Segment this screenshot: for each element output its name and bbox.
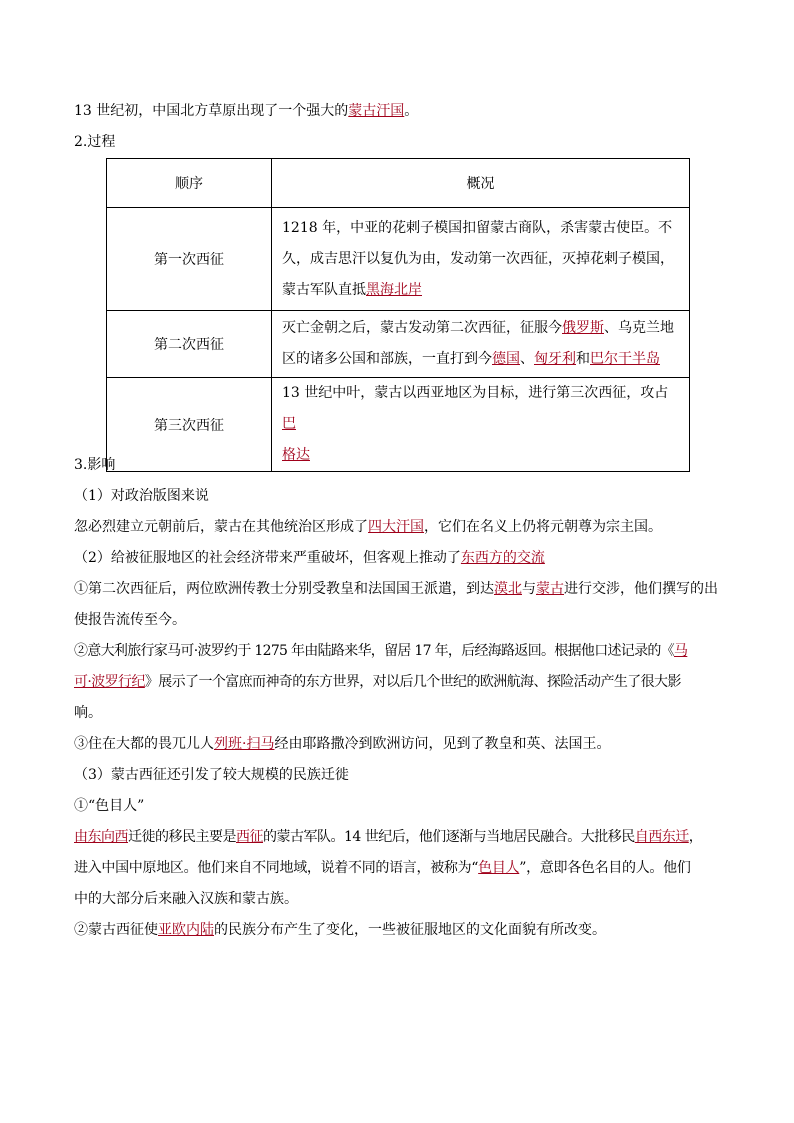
paragraph	[74, 517, 724, 537]
subheading-economic	[74, 548, 724, 568]
text: ，	[688, 829, 703, 845]
paragraph	[74, 579, 724, 599]
paragraph-continued	[74, 672, 724, 692]
table-row	[107, 208, 690, 311]
answer-rabban-sauma: 列班·扫马	[214, 736, 275, 752]
answer-balkans: 巴尔干半岛	[590, 351, 660, 367]
paragraph	[74, 734, 724, 754]
answer-black-sea: 黑海北岸	[366, 281, 422, 298]
answer-russia: 俄罗斯	[562, 320, 604, 336]
text: 迁徙的移民主要是	[128, 829, 236, 845]
text: 的蒙古军队。14 世纪后，他们逐渐与当地居民融合。大批移民	[263, 829, 635, 845]
intro-end: 。	[404, 103, 419, 119]
answer-marco-polo-travels: 马	[674, 643, 688, 659]
text: ”，意即各色名目的人。他们	[519, 860, 691, 876]
text: ②蒙古西征使	[74, 922, 158, 938]
text: ②意大利旅行家马可·波罗约于 1275 年由陆路来华，留居 17 年，后经海路返回。根据他口述记录的《	[74, 643, 674, 659]
paragraph	[74, 641, 724, 661]
text: 经由耶路撒冷到欧洲访问，见到了教皇和英、法国王。	[274, 736, 611, 752]
overview-text: 、乌克兰地	[604, 320, 674, 336]
answer-east-west-exchange: 东西方的交流	[460, 550, 545, 566]
overview-text: 区的诸多公国和部族，一直打到今	[282, 351, 492, 367]
overview-text: 蒙古军队直抵	[282, 281, 366, 298]
table-header-row	[107, 159, 690, 208]
answer-germany: 德国	[492, 351, 520, 367]
order-cell: 第三次西征	[107, 378, 272, 472]
overview-line	[282, 378, 681, 440]
answer-baghdad: 巴	[282, 416, 296, 432]
text: 与	[522, 581, 536, 597]
answer-west-to-east: 自西东迁	[634, 829, 689, 845]
answer-mobei: 漠北	[494, 581, 522, 597]
text: 》展示了一个富庶而神奇的东方世界，对以后几个世纪的欧洲航海、探险活动产生了很大影	[144, 674, 681, 690]
answer-east-to-west: 由东向西	[74, 829, 128, 845]
overview-line: 久，成吉思汗以复仇为由，发动第一次西征，灭掉花剌子模国，	[282, 250, 674, 267]
separator: 和	[576, 351, 590, 367]
text: （2）给被征服地区的社会经济带来严重破坏，但客观上推动了	[74, 550, 461, 566]
item-title-semu: ①“色目人”	[74, 798, 145, 814]
overview-cell	[272, 208, 690, 311]
column-header-order: 顺序	[107, 159, 272, 208]
answer-four-khanates: 四大汗国	[368, 519, 424, 535]
paragraph	[74, 827, 724, 847]
order-cell: 第一次西征	[107, 208, 272, 311]
intro-paragraph	[74, 101, 724, 121]
text: ，它们在名义上仍将元朝尊为宗主国。	[424, 519, 662, 535]
answer-marco-polo-travels: 可·波罗行纪	[74, 674, 145, 690]
order-cell: 第二次西征	[107, 311, 272, 378]
text: 进入中国中原地区。他们来自不同地域，说着不同的语言，被称为“	[74, 860, 479, 876]
intro-text: 13 世纪初，中国北方草原出现了一个强大的	[74, 103, 349, 119]
text: ③住在大都的畏兀儿人	[74, 736, 214, 752]
answer-hungary: 匈牙利	[534, 351, 576, 367]
overview-line: 1218 年，中亚的花剌子模国扣留蒙古商队，杀害蒙古使臣。不	[282, 219, 673, 236]
paragraph-continued	[74, 858, 724, 878]
answer-western-campaign: 西征	[236, 829, 263, 845]
answer-eurasian-interior: 亚欧内陆	[158, 922, 214, 938]
paragraph	[74, 920, 724, 940]
overview-text: 灭亡金朝之后，蒙古发动第二次西征，征服今	[282, 320, 562, 336]
paragraph-continued: 响。	[74, 705, 102, 721]
campaign-table	[106, 158, 690, 472]
text: 忽必烈建立元朝前后，蒙古在其他统治区形成了	[74, 519, 368, 535]
section-heading-process: 2.过程	[74, 134, 116, 150]
column-header-overview: 概况	[272, 159, 690, 208]
overview-line	[282, 275, 681, 306]
subheading-political: （1）对政治版图来说	[74, 488, 209, 504]
section-heading-impact: 3.影响	[74, 457, 116, 473]
paragraph-continued: 中的大部分后来融入汉族和蒙古族。	[74, 891, 298, 907]
text: ①第二次西征后，两位欧洲传教士分别受教皇和法国国王派遣，到达	[74, 581, 494, 597]
overview-cell	[272, 311, 690, 378]
text: 的民族分布产生了变化，一些被征服地区的文化面貌有所改变。	[214, 922, 606, 938]
overview-text: 13 世纪中叶，蒙古以西亚地区为目标，进行第三次西征，攻占	[282, 385, 669, 401]
separator: 、	[520, 351, 534, 367]
overview-line	[282, 344, 681, 375]
text: 进行交涉，他们撰写的出	[564, 581, 718, 597]
answer-mongol-khanate: 蒙古汗国	[348, 103, 405, 119]
answer-baghdad: 格达	[282, 447, 310, 463]
paragraph-continued: 使报告流传至今。	[74, 612, 186, 628]
answer-semu-people: 色目人	[478, 860, 520, 876]
overview-line	[282, 313, 681, 344]
subheading-migration: （3）蒙古西征还引发了较大规模的民族迁徙	[74, 767, 349, 783]
table-row	[107, 311, 690, 378]
answer-mongolia: 蒙古	[536, 581, 564, 597]
